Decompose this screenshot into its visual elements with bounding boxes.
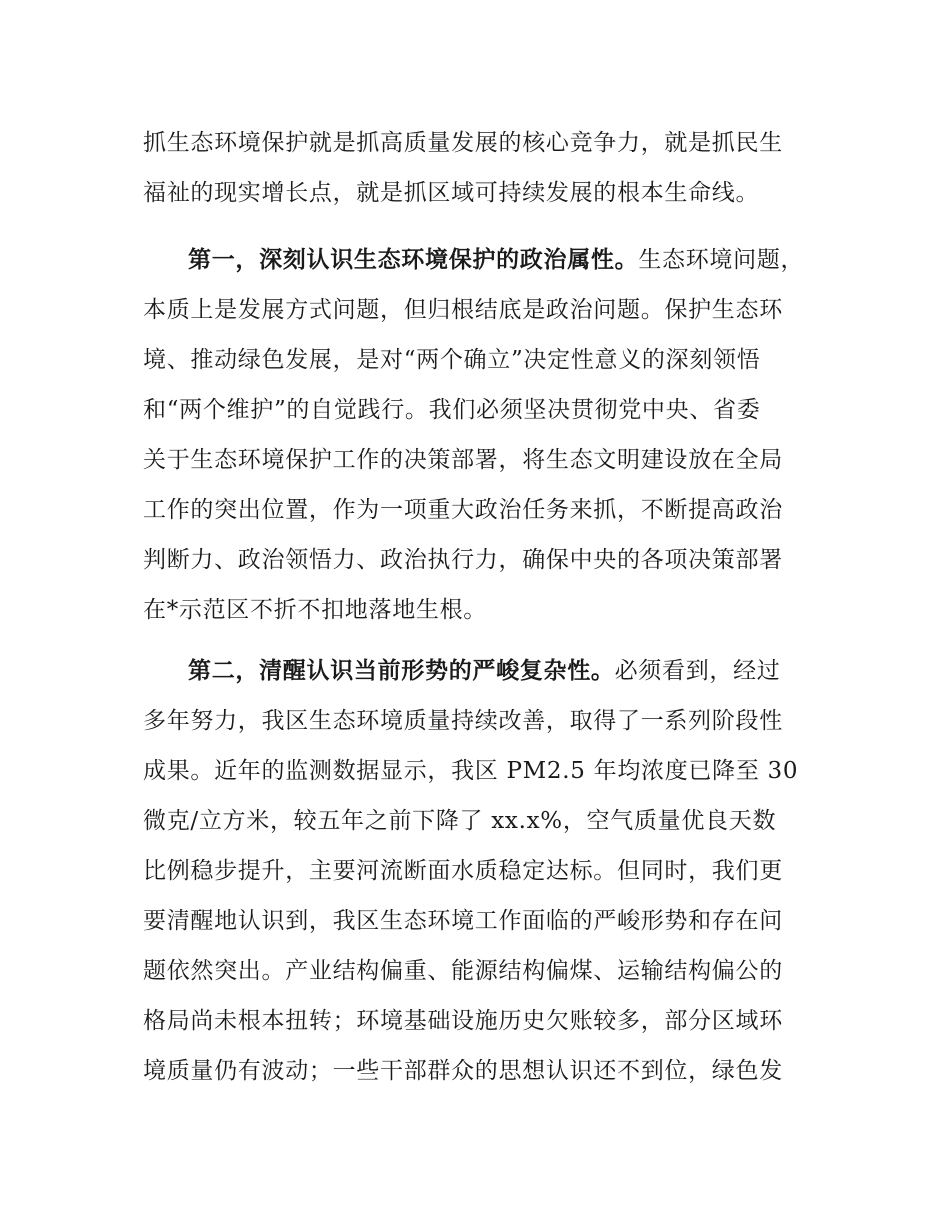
section-two-line-2: 多年努力，我区生态环境质量持续改善，取得了一系列阶段性: [143, 708, 783, 734]
section-two-line-9: 境质量仍有波动；一些干部群众的思想认识还不到位，绿色发: [143, 1058, 783, 1084]
section-one-first-line: [188, 245, 804, 275]
section-two-line-7: 题依然突出。产业结构偏重、能源结构偏煤、运输结构偏公的: [143, 958, 783, 984]
section-one-line-4: 和“两个维护”的自觉践行。我们必须坚决贯彻党中央、省委: [143, 397, 761, 423]
section-one-line-5: 关于生态环境保护工作的决策部署，将生态文明建设放在全局: [143, 447, 783, 473]
section-one-heading: 第一，深刻认识生态环境保护的政治属性。: [188, 247, 639, 273]
section-two-line-3: 成果。近年的监测数据显示，我区 PM2.5 年均浓度已降至 30: [143, 758, 799, 784]
section-one-line-3: 境、推动绿色发展，是对“两个确立”决定性意义的深刻领悟: [143, 347, 761, 373]
intro-line-1: 抓生态环境保护就是抓高质量发展的核心竞争力，就是抓民生: [143, 130, 783, 156]
section-two-line-4: 微克/立方米，较五年之前下降了 xx.x%，空气质量优良天数: [143, 808, 777, 834]
section-one-line-8: 在*示范区不折不扣地落地生根。: [143, 597, 487, 623]
section-two-line-8: 格局尚未根本扭转；环境基础设施历史欠账较多，部分区域环: [143, 1008, 783, 1034]
section-two-line-5: 比例稳步提升，主要河流断面水质稳定达标。但同时，我们更: [143, 858, 783, 884]
section-one-line-1-rest: 生态环境问题，: [638, 247, 805, 273]
section-two-first-line: [188, 656, 781, 686]
section-two-heading: 第二，清醒认识当前形势的严峻复杂性。: [188, 658, 615, 684]
intro-line-2: 福祉的现实增长点，就是抓区域可持续发展的根本生命线。: [143, 180, 760, 206]
section-two-line-6: 要清醒地认识到，我区生态环境工作面临的严峻形势和存在问: [143, 908, 783, 934]
section-one-line-6: 工作的突出位置，作为一项重大政治任务来抓，不断提高政治: [143, 497, 783, 523]
section-one-line-7: 判断力、政治领悟力、政治执行力，确保中央的各项决策部署: [143, 547, 783, 573]
section-two-line-1-rest: 必须看到，经过: [614, 658, 781, 684]
section-one-line-2: 本质上是发展方式问题，但归根结底是政治问题。保护生态环: [143, 297, 783, 323]
